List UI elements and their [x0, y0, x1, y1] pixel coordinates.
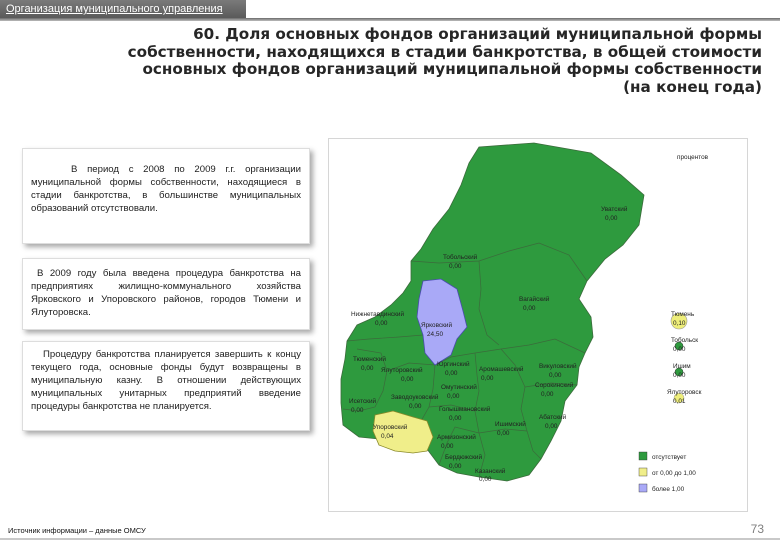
region-name: Тобольский [443, 254, 478, 261]
region-name: Сорокинский [535, 382, 574, 389]
region-value: 0,00 [605, 215, 618, 222]
region-value: 0,00 [549, 372, 562, 379]
region-value: 0,00 [449, 463, 462, 470]
city-markers [667, 311, 702, 405]
region-value: 24,50 [427, 331, 443, 338]
note-card-3 [22, 341, 310, 431]
region-name: Ишимский [495, 421, 526, 428]
page-number: 73 [750, 522, 764, 536]
region-name: Голышмановский [439, 406, 491, 413]
region-name: Упоровский [373, 424, 408, 431]
region-name: Абатский [539, 414, 567, 421]
region-name: Ярковский [421, 322, 453, 329]
title-line: 60. Доля основных фондов организаций муниципальной формы [193, 25, 762, 43]
city-name: Тюмень [671, 311, 695, 318]
legend-swatch-absent [639, 452, 647, 460]
region-name: Вагайский [519, 296, 550, 303]
header-rule [0, 18, 780, 21]
section-tab[interactable]: Организация муниципального управления [0, 0, 246, 18]
region-value: 0,00 [479, 476, 492, 483]
city-value: 0,00 [673, 372, 686, 379]
region-name: Юргинский [437, 361, 470, 368]
note-card-1 [22, 148, 310, 244]
region-value: 0,00 [445, 370, 458, 377]
region-value: 0,00 [351, 407, 364, 414]
region-value: 0,00 [375, 320, 388, 327]
region-name: Викуловский [539, 363, 577, 370]
region-value: 0,00 [401, 376, 414, 383]
region-name: Заводоуковский [391, 394, 439, 401]
legend-label: более 1,00 [652, 486, 685, 493]
region-name: Бердюжский [445, 454, 483, 461]
note-card-2 [22, 258, 310, 330]
map-svg [329, 139, 747, 511]
region-value: 0,00 [541, 391, 554, 398]
region-value: 0,00 [497, 430, 510, 437]
region-name: Аромашевский [479, 366, 524, 373]
region-map [328, 138, 748, 512]
region-value: 0,00 [409, 403, 422, 410]
note-text-1: В период с 2008 по 2009 г.г. организации муниципальной формы собственности, находящиеся в стадии банкротства, в большинстве муниципальных образований отсутствовали. [31, 164, 301, 214]
region-value: 0,00 [447, 393, 460, 400]
region-name: Тюменский [353, 356, 386, 363]
city-name: Ялуторовск [667, 389, 702, 396]
title-line: (на конец года) [623, 77, 762, 96]
region-name: Омутинский [441, 384, 477, 391]
legend-label: от 0,00 до 1,00 [652, 470, 696, 477]
region-name: Уватский [601, 206, 628, 213]
region-name: 0,00 [449, 263, 462, 270]
region-value: 0,00 [449, 415, 462, 422]
region-value: 0,00 [441, 443, 454, 450]
region-value: 0,04 [381, 433, 394, 440]
region-value: 0,00 [481, 375, 494, 382]
city-value: 0,10 [673, 320, 686, 327]
region-name: Исетский [349, 398, 377, 405]
region-value: 0,00 [523, 305, 536, 312]
region-name: Ялуторовский [381, 367, 423, 374]
map-legend [639, 452, 696, 493]
source-note: Источник информации – данные ОМСУ [8, 526, 146, 535]
legend-swatch-low [639, 468, 647, 476]
note-text-2: В 2009 году была введена процедура банкротства на предприятиях жилищно-коммунального хозяйства Ярковского и Упоровского районов, городов Тюмени и Ялуторовска. [31, 268, 301, 318]
note-text-3: Процедуру банкротства планируется завершить к концу текущего года, основные фонды будут возвращены в муниципальную казну. В отношении действующих муниципальных унитарных предприятий введение процедуры банкротства не планируется. [31, 349, 301, 412]
city-value: 0,00 [673, 346, 686, 353]
city-name: Ишим [673, 363, 691, 370]
city-value: 0,01 [673, 398, 686, 405]
region-value: 0,00 [545, 423, 558, 430]
region-name: Казанский [475, 468, 506, 475]
title-line: собственности, находящихся в стадии банкротства, в общей стоимости [127, 42, 762, 61]
page-title [62, 26, 762, 96]
unit-label: процентов [677, 154, 709, 161]
legend-swatch-high [639, 484, 647, 492]
city-name: Тобольск [671, 337, 699, 344]
title-line: основных фондов организаций муниципальной формы собственности [142, 60, 762, 78]
legend-label: отсутствует [652, 454, 687, 461]
region-name: Армизонский [437, 434, 476, 441]
region-value: 0,00 [361, 365, 374, 372]
region-name: Нижнетавдинский [351, 311, 405, 318]
